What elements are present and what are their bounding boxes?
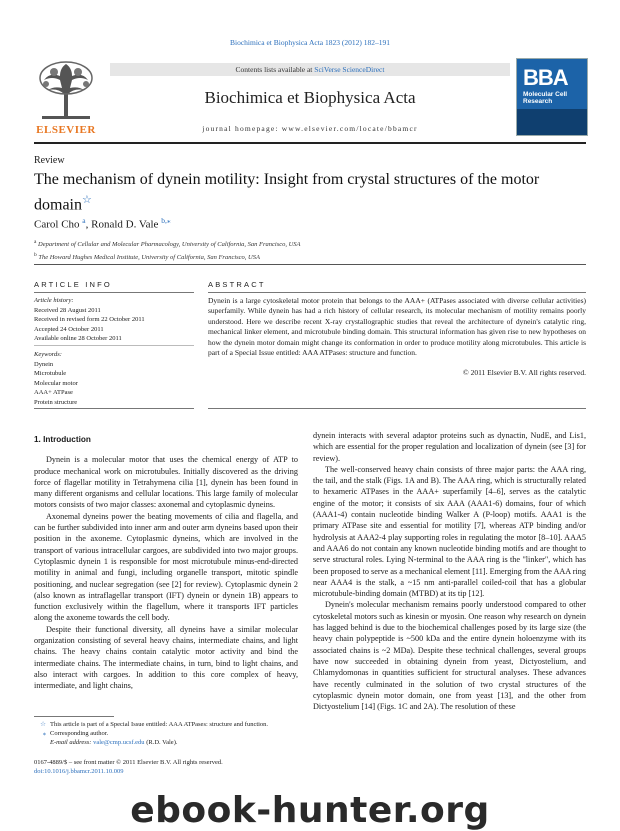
affiliation-mark: b [34, 252, 37, 259]
affiliation-text: Department of Cellular and Molecular Pharmacology, University of California, San Francisco, USA [38, 241, 301, 249]
author-affiliation-mark[interactable]: a [82, 216, 86, 225]
cover-subtitle: Molecular Cell Research [523, 91, 568, 106]
footnote-text: This article is part of a Special Issue entitled: AAA ATPases: structure and function. [50, 721, 269, 728]
affiliation-divider [34, 264, 586, 265]
journal-title: Biochimica et Biophysica Acta [204, 88, 416, 107]
article-type: Review [34, 155, 65, 166]
title-footnote-star[interactable]: ☆ [82, 194, 92, 206]
keywords [34, 350, 194, 407]
body-paragraph: dynein interacts with several adaptor proteins such as dynactin, NudE, and Lis1, which are essential for the proper regulation and localization of dynein (see [3] for review). [313, 431, 586, 463]
doi-link[interactable]: doi:10.1016/j.bbamcr.2011.10.009 [34, 768, 124, 775]
contents-prefix: Contents lists available at [235, 65, 315, 74]
issn-block [34, 758, 298, 776]
footnote-mark: ☆ [40, 721, 46, 728]
homepage-url[interactable]: www.elsevier.com/locate/bbamcr [281, 124, 418, 133]
footnote-text: Corresponding author. [50, 730, 109, 737]
elsevier-tree-icon [34, 58, 98, 134]
article-info-heading: ARTICLE INFO [34, 280, 112, 289]
history-item: Available online 28 October 2011 [34, 335, 122, 342]
homepage-prefix: journal homepage: [202, 124, 282, 133]
affiliation-mark: a [34, 239, 37, 245]
affiliation-item [34, 237, 301, 250]
author-affiliation-mark[interactable]: b,⁎ [161, 216, 171, 225]
body-paragraph: Axonemal dyneins power the beating movements of cilia and flagella, and can be further subdivided into inner arm and outer arm dyneins based upon their position in the axoneme. Cytoplasmic dyneins, which are involved in the transport of various intracellular cargoes, are subdivided into two major groups. Cytoplasmic dynein 1 is responsible for most microtubule minus-end-directed motility in animal and fungi, including organelle transport, mitotic spindle positioning, and nuclear segregation (see [2] for review). Cytoplasmic dynein 2 (also known as intraflagellar transport (IFT) dynein or dynein 1B) appears to function exclusively within the flagellum, where it transports IFT particles along the axoneme towards the cell body. [34, 511, 298, 623]
cover-title: BBA [523, 65, 568, 90]
cover-band [517, 109, 587, 135]
copyright-notice: © 2011 Elsevier B.V. All rights reserved. [463, 368, 586, 377]
body-paragraph: Dynein is a molecular motor that uses the chemical energy of ATP to produce mechanical work on microtubules. Initially discovered as the driving force of flagellar motility in Tetrahymena cilia [1], dynein has been found in many different organisms and cellular locations. This large family of molecular motors consists of two major classes: axonemal and cytoplasmic dyneins. [34, 455, 298, 510]
history-item: Received in revised form 22 October 2011 [34, 316, 145, 323]
keyword-item: AAA+ ATPase [34, 389, 73, 396]
keywords-label: Keywords: [34, 351, 62, 358]
contents-line [110, 63, 510, 76]
journal-cover [516, 58, 588, 136]
article-info-bottom-divider [34, 408, 194, 409]
history-item: Accepted 24 October 2011 [34, 325, 104, 333]
sciencedirect-link[interactable]: SciVerse ScienceDirect [314, 65, 385, 74]
abstract-text: Dynein is a large cytoskeletal motor protein that belongs to the AAA+ (ATPases associated with diverse cellular activities) superfamily. While dynein has had a rich history of cellular research, its molecular mechanism of motility remains poorly understood. Here we describe recent X-ray crystallographic studies that reveal the architecture of dynein's catalytic ring, mechanical linker element, and microtubule binding domain. This structural information has given rise to new hypotheses on how the dynein motor domain might change its conformation in order to produce motility along microtubules. This article is part of a Special Issue entitled: AAA ATPases: structure and function. [208, 296, 586, 358]
article-title-text: The mechanism of dynein motility: Insight from crystal structures of the motor domain [34, 171, 540, 214]
history-label: Article history: [34, 297, 74, 304]
homepage-line [110, 124, 510, 133]
section-heading: 1. Introduction [34, 435, 91, 444]
issn-line: 0167-4889/$ – see front matter © 2011 Elsevier B.V. All rights reserved. [34, 759, 223, 766]
footnote-divider [34, 716, 114, 717]
history-item: Received 28 August 2011 [34, 306, 101, 314]
affiliation-item [34, 250, 301, 263]
abstract-heading: ABSTRACT [208, 280, 266, 289]
email-suffix: (R.D. Vale). [144, 739, 178, 746]
body-paragraph: The well-conserved heavy chain consists of three major parts: the AAA ring, the tail, and the stalk (Figs. 1A and B). The AAA ring, which is structurally related to hexameric ATPases in the AAA+ superfamily [4–6], serves as the catalytic engine of the motor; it consists of six AAA (AAA1-6) domains, four of which (AAA1-4) contain nucleotide binding Walker A (P-loop) motifs. AAA1 is the primary ATPase site and essential for motility [7], whereas ATP binding and/or hydrolysis at AAA2-4 play supporting roles in regulating the motor [8–10]. AAA5 and AAA6 do not contain any known nucleotide binding motifs and are thought to serve structural roles. Lying N-terminal to the AAA ring is the "linker", which has been proposed to serve as a mechanical element [11]. Emerging from the AAA ring near AAA4 is the stalk, a ~15 nm anti-parallel coiled-coil that has a globular microtubule-binding domain (MTBD) at its tip [12]. [313, 464, 586, 599]
author-name: Carol Cho [34, 218, 80, 231]
email-line [34, 738, 298, 747]
affiliation-text: The Howard Hughes Medical Institute, University of California, San Francisco, USA [38, 254, 260, 262]
footnote-item [34, 720, 298, 729]
email-label: E-mail address: [50, 739, 94, 746]
header-divider [34, 142, 586, 144]
author-list: Carol Cho $^a$, Ronald D. Vale $^{b,⁎}$ [34, 216, 171, 231]
footnotes [34, 720, 298, 747]
abstract-bottom-divider [208, 408, 586, 409]
keyword-item: Dynein [34, 360, 54, 368]
footnote-item [34, 729, 298, 738]
article-info-divider [34, 292, 194, 293]
keyword-item: Protein structure [34, 398, 78, 406]
affiliations [34, 237, 301, 263]
body-column-left [34, 434, 298, 692]
article-title [34, 170, 554, 215]
watermark: ebook-hunter.org [130, 790, 490, 831]
body-column-right [313, 430, 586, 712]
article-history [34, 296, 194, 344]
publisher-name: ELSEVIER [36, 124, 96, 136]
keyword-item: Molecular motor [34, 379, 78, 387]
journal-reference[interactable]: Biochimica et Biophysica Acta 1823 (2012) 182–191 [230, 38, 390, 47]
keywords-divider [34, 345, 194, 346]
footnote-mark: ⁎ [42, 730, 46, 737]
email-link[interactable]: vale@cmp.ucsf.edu [93, 739, 145, 746]
author-name: Ronald D. Vale [91, 218, 159, 231]
body-paragraph: Dynein's molecular mechanism remains poorly understood compared to other cytoskeletal motors such as kinesin or myosin. One reason why research on dynein has lagged behind is due to the biochemical challenges posed by its large size (the heavy chain polypeptide is ~500 kDa and the entire dynein holoenzyme with its associated chains is ~2 MDa). Despite these technical challenges, several groups have now succeeded in obtaining dynein from yeast, Dictyostelium, and Chlamydomonas in quantities sufficient for structural analyses. These advances have recently culminated in the solution of two crystal structures of the cytoplasmic dynein motor domain, one from yeast [13], and the other from Dictyostelium [14] (Figs. 1C and 2A). The resolution of these [313, 600, 586, 712]
body-paragraph: Despite their functional diversity, all dyneins have a similar molecular organization consisting of several heavy chains, intermediate chains, and light chains. The heavy chains contain catalytic motor activity and bind the intermediate chains. The intermediate chains, in turn, bind to light chains, and also interact with cargoes. In addition to this core complex of heavy, intermediate, and light chains, [34, 624, 298, 691]
abstract-divider [208, 292, 586, 293]
keyword-item: Microtubule [34, 370, 67, 377]
